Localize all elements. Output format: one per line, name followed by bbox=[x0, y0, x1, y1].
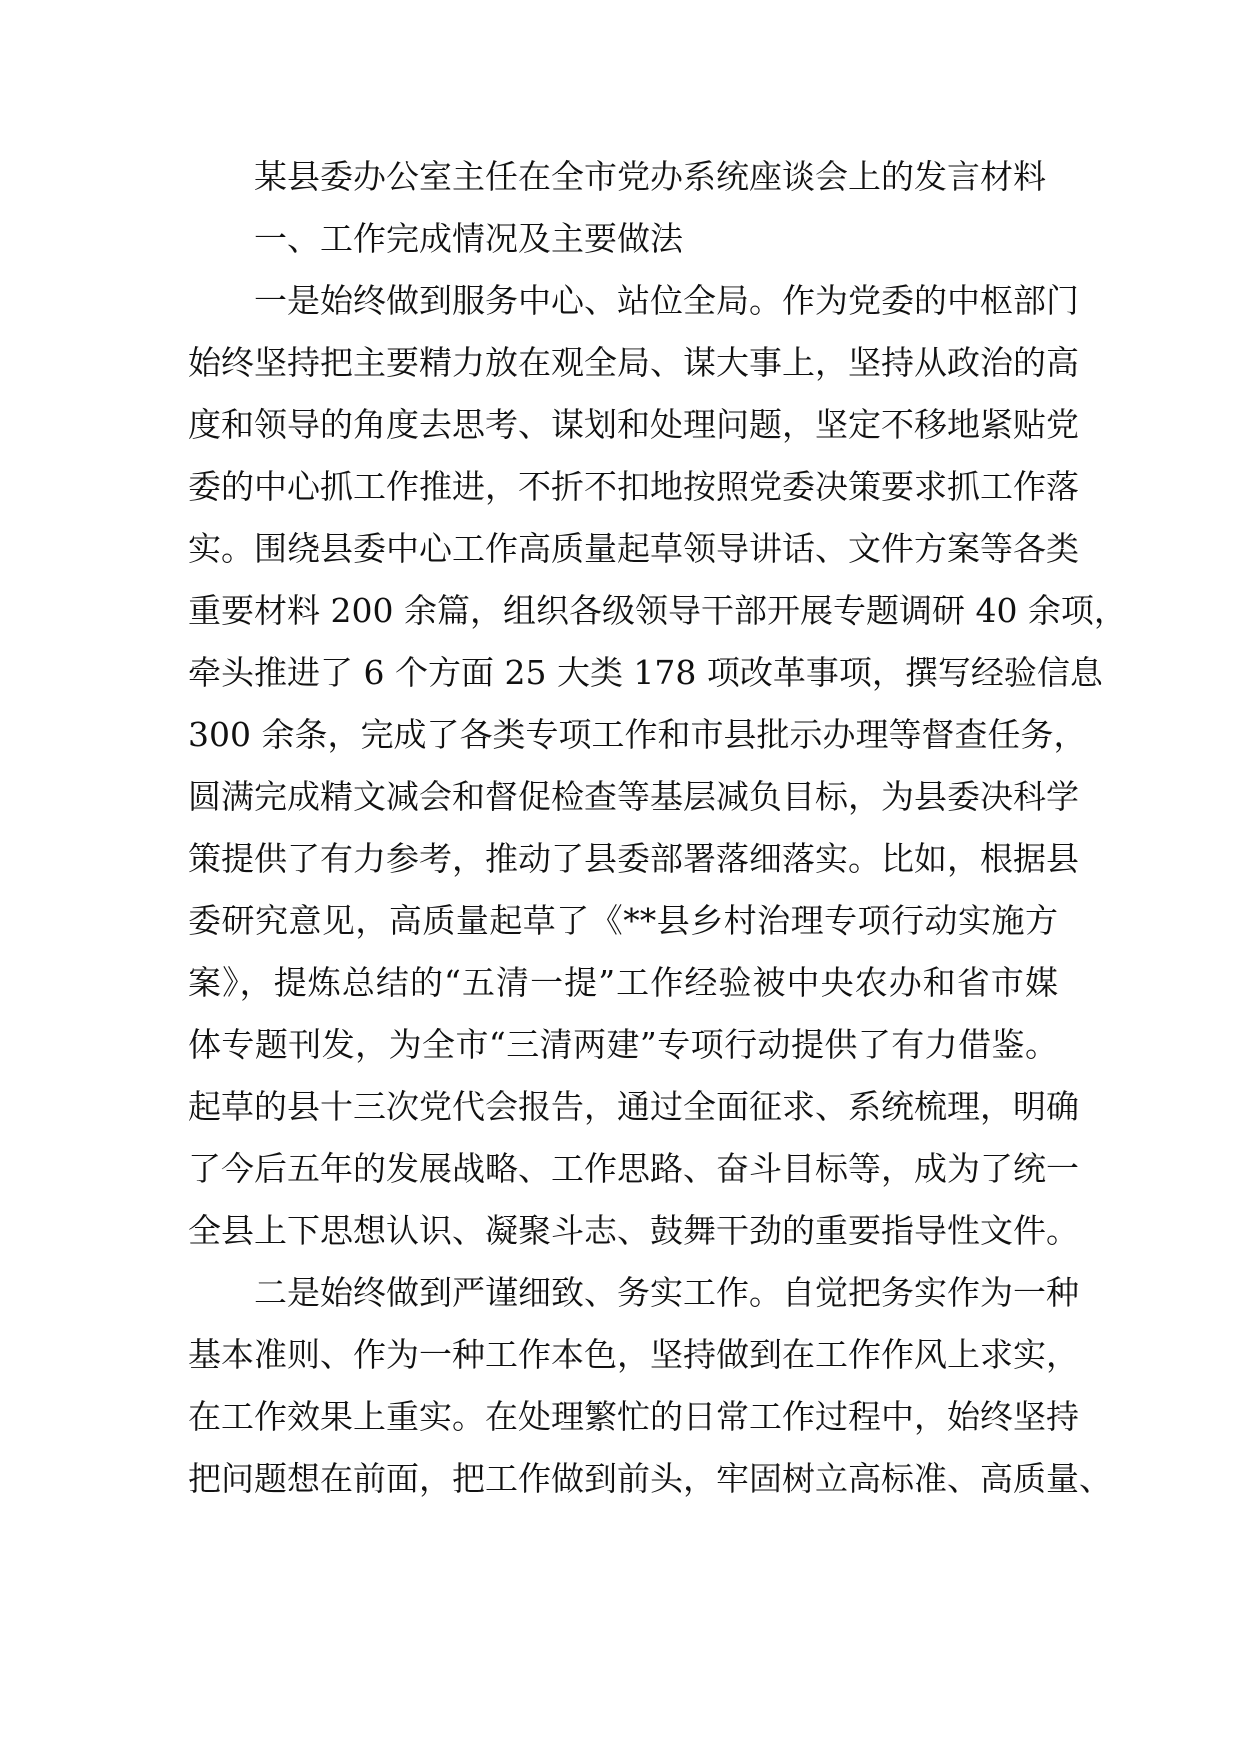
paragraph-line: 重要材料 200 余篇，组织各级领导干部开展专题调研 40 余项， bbox=[188, 591, 1127, 630]
paragraph-line: 了今后五年的发展战略、工作思路、奋斗目标等，成为了统一 bbox=[188, 1149, 1079, 1188]
paragraph-line: 300 余条，完成了各类专项工作和市县批示办理等督查任务， bbox=[188, 715, 1087, 754]
paragraph-line: 度和领导的角度去思考、谋划和处理问题，坚定不移地紧贴党 bbox=[188, 405, 1079, 444]
paragraph-line: 委的中心抓工作推进，不折不扣地按照党委决策要求抓工作落 bbox=[188, 467, 1079, 506]
paragraph-line: 起草的县十三次党代会报告，通过全面征求、系统梳理，明确 bbox=[188, 1087, 1079, 1126]
paragraph-line: 在工作效果上重实。在处理繁忙的日常工作过程中，始终坚持 bbox=[188, 1397, 1079, 1436]
paragraph-line: 体专题刊发，为全市“三清两建”专项行动提供了有力借鉴。 bbox=[188, 1025, 1058, 1064]
paragraph-line: 案》，提炼总结的“五清一提”工作经验被中央农办和省市媒 bbox=[188, 963, 1058, 1002]
paragraph-line: 牵头推进了 6 个方面 25 大类 178 项改革事项，撰写经验信息 bbox=[188, 653, 1103, 692]
paragraph-line: 二是始终做到严谨细致、务实工作。自觉把务实作为一种 bbox=[254, 1273, 1079, 1312]
paragraph-line: 委研究意见，高质量起草了《**县乡村治理专项行动实施方 bbox=[188, 901, 1058, 940]
paragraph-line: 全县上下思想认识、凝聚斗志、鼓舞干劲的重要指导性文件。 bbox=[188, 1211, 1079, 1250]
document-title: 某县委办公室主任在全市党办系统座谈会上的发言材料 bbox=[254, 157, 1046, 196]
paragraph-line: 策提供了有力参考，推动了县委部署落细落实。比如，根据县 bbox=[188, 839, 1079, 878]
paragraph-line: 把问题想在前面，把工作做到前头，牢固树立高标准、高质量、 bbox=[188, 1459, 1112, 1498]
paragraph-line: 基本准则、作为一种工作本色，坚持做到在工作作风上求实， bbox=[188, 1335, 1079, 1374]
section-heading: 一、工作完成情况及主要做法 bbox=[254, 219, 683, 258]
paragraph-line: 一是始终做到服务中心、站位全局。作为党委的中枢部门 bbox=[254, 281, 1079, 320]
paragraph-line: 始终坚持把主要精力放在观全局、谋大事上，坚持从政治的高 bbox=[188, 343, 1079, 382]
paragraph-line: 实。围绕县委中心工作高质量起草领导讲话、文件方案等各类 bbox=[188, 529, 1079, 568]
paragraph-line: 圆满完成精文减会和督促检查等基层减负目标，为县委决科学 bbox=[188, 777, 1079, 816]
